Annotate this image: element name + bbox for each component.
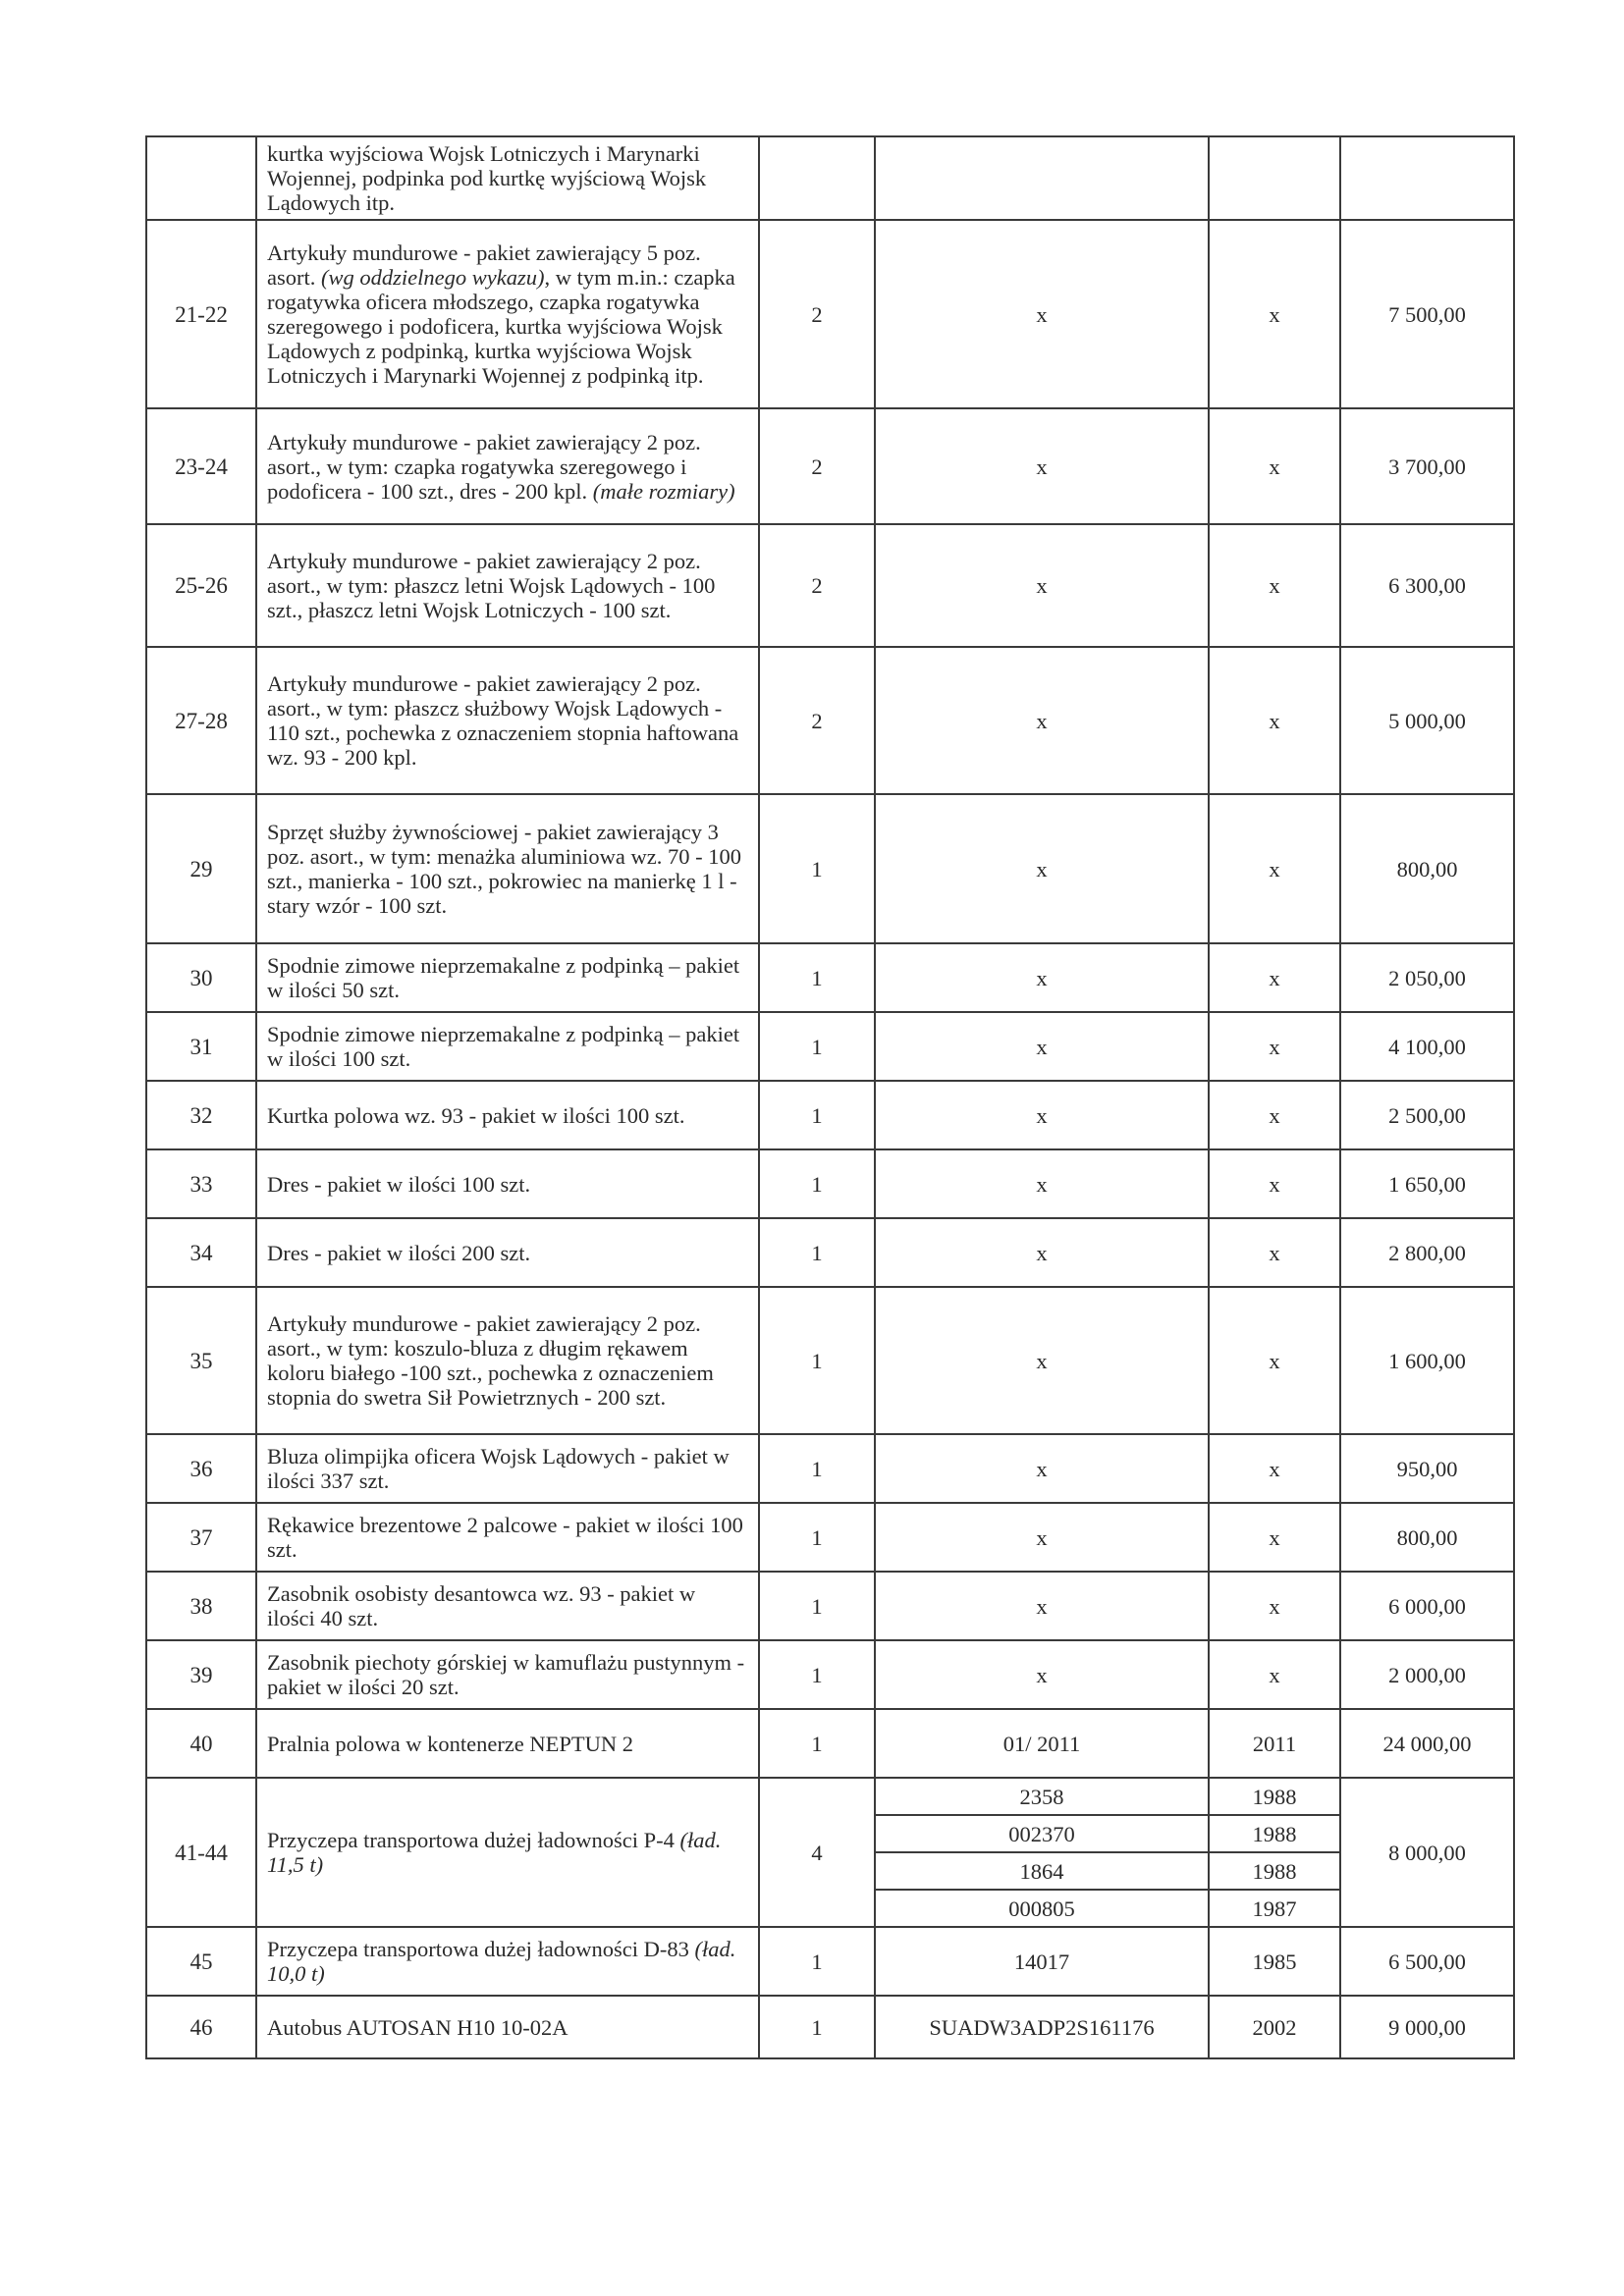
description-text: Spodnie zimowe nieprzemakalne z podpinką – pakiet w ilości 50 szt. — [267, 953, 740, 1002]
sub-serial-number: 1864 — [876, 1852, 1208, 1890]
description-text: Artykuły mundurowe - pakiet zawierający 5 poz. asort. — [267, 240, 701, 290]
cell-value: 800,00 — [1340, 1503, 1514, 1572]
inventory-table — [145, 135, 1515, 2059]
cell-serial-number: x — [875, 1287, 1209, 1434]
cell-description — [256, 1927, 759, 1996]
cell-production-year: x — [1209, 220, 1340, 408]
cell-description — [256, 1503, 759, 1572]
cell-quantity: 1 — [759, 794, 875, 943]
cell-serial-number: 01/ 2011 — [875, 1709, 1209, 1778]
cell-value: 2 500,00 — [1340, 1081, 1514, 1149]
cell-description — [256, 1287, 759, 1434]
cell-serial-number: 14017 — [875, 1927, 1209, 1996]
cell-quantity: 1 — [759, 1927, 875, 1996]
cell-item-number: 23-24 — [146, 408, 256, 524]
cell-description — [256, 408, 759, 524]
cell-value: 2 000,00 — [1340, 1640, 1514, 1709]
cell-quantity: 1 — [759, 1081, 875, 1149]
description-text: Artykuły mundurowe - pakiet zawierający 2 poz. asort., w tym: płaszcz służbowy Wojsk Lądowych - 110 szt., pochewka z oznaczeniem stopnia haftowana wz. 93 - 200 kpl. — [267, 671, 739, 770]
cell-description — [256, 794, 759, 943]
cell-serial-number: x — [875, 794, 1209, 943]
description-note: (wg oddzielnego wykazu) — [321, 265, 545, 290]
cell-value: 4 100,00 — [1340, 1012, 1514, 1081]
cell-value: 800,00 — [1340, 794, 1514, 943]
cell-production-year: x — [1209, 1640, 1340, 1709]
cell-description — [256, 136, 759, 220]
description-text: Spodnie zimowe nieprzemakalne z podpinką – pakiet w ilości 100 szt. — [267, 1022, 740, 1071]
table-row — [146, 1218, 1514, 1287]
cell-production-year: x — [1209, 647, 1340, 794]
cell-production-year: x — [1209, 524, 1340, 647]
cell-description — [256, 1081, 759, 1149]
cell-item-number: 35 — [146, 1287, 256, 1434]
description-text: Artykuły mundurowe - pakiet zawierający 2 poz. asort., w tym: koszulo-bluza z długim rękawem koloru białego -100 szt., pochewka z oznaczeniem stopnia do swetra Sił Powietrznych - 200 szt. — [267, 1311, 714, 1410]
cell-value — [1340, 136, 1514, 220]
description-text: Rękawice brezentowe 2 palcowe - pakiet w ilości 100 szt. — [267, 1513, 743, 1562]
cell-serial-number: SUADW3ADP2S161176 — [875, 1996, 1209, 2058]
cell-serial-number: x — [875, 408, 1209, 524]
cell-value: 3 700,00 — [1340, 408, 1514, 524]
cell-item-number: 30 — [146, 943, 256, 1012]
cell-production-year: x — [1209, 1572, 1340, 1640]
table-row — [146, 1927, 1514, 1996]
cell-item-number: 25-26 — [146, 524, 256, 647]
description-text: Pralnia polowa w kontenerze NEPTUN 2 — [267, 1731, 634, 1756]
sub-serial-number: 002370 — [876, 1815, 1208, 1852]
cell-quantity: 1 — [759, 1149, 875, 1218]
cell-description — [256, 1012, 759, 1081]
cell-serial-number: x — [875, 943, 1209, 1012]
cell-production-year: 2011 — [1209, 1709, 1340, 1778]
cell-value: 1 600,00 — [1340, 1287, 1514, 1434]
cell-production-year: x — [1209, 1503, 1340, 1572]
description-text: kurtka wyjściowa Wojsk Lotniczych i Marynarki Wojennej, podpinka pod kurtkę wyjściową Wojsk Lądowych itp. — [267, 141, 707, 215]
cell-quantity: 1 — [759, 1434, 875, 1503]
cell-item-number: 45 — [146, 1927, 256, 1996]
sub-production-year: 1988 — [1210, 1852, 1339, 1890]
cell-quantity: 2 — [759, 408, 875, 524]
cell-quantity: 1 — [759, 1996, 875, 2058]
description-text: Artykuły mundurowe - pakiet zawierający 2 poz. asort., w tym: czapka rogatywka szeregowego i podoficera - 100 szt., dres - 200 kpl. — [267, 429, 701, 504]
cell-production-year: x — [1209, 1218, 1340, 1287]
description-text: Autobus AUTOSAN H10 10-02A — [267, 2014, 568, 2040]
cell-quantity: 2 — [759, 220, 875, 408]
cell-production-year: 2002 — [1209, 1996, 1340, 2058]
table-row — [146, 794, 1514, 943]
sub-serial-number: 000805 — [1008, 1896, 1075, 1921]
table-row — [146, 1572, 1514, 1640]
cell-item-number — [146, 136, 256, 220]
cell-item-number: 27-28 — [146, 647, 256, 794]
cell-quantity: 1 — [759, 1503, 875, 1572]
table-row — [146, 220, 1514, 408]
cell-item-number: 33 — [146, 1149, 256, 1218]
description-text: Artykuły mundurowe - pakiet zawierający 2 poz. asort., w tym: płaszcz letni Wojsk Lądowych - 100 szt., płaszcz letni Wojsk Lotniczych - 100 szt. — [267, 549, 716, 622]
sub-serial-number: 2358 — [876, 1779, 1208, 1815]
cell-value: 2 800,00 — [1340, 1218, 1514, 1287]
cell-serial-number: x — [875, 1572, 1209, 1640]
description-text: Sprzęt służby żywnościowej - pakiet zawierający 3 poz. asort., w tym: menażka aluminiowa wz. 70 - 100 szt., manierka - 100 szt., pokrowiec na manierkę 1 l - stary wzór - 100 szt. — [267, 820, 742, 918]
table-row — [146, 1149, 1514, 1218]
cell-production-year: x — [1209, 1149, 1340, 1218]
cell-item-number: 41-44 — [146, 1778, 256, 1927]
cell-production-year: x — [1209, 1287, 1340, 1434]
description-text: Zasobnik piechoty górskiej w kamuflażu pustynnym - pakiet w ilości 20 szt. — [267, 1650, 745, 1699]
cell-production-year: x — [1209, 408, 1340, 524]
table-row — [146, 1996, 1514, 2058]
inventory-table-body — [146, 136, 1514, 2058]
table-row — [146, 1434, 1514, 1503]
cell-item-number: 32 — [146, 1081, 256, 1149]
cell-item-number: 40 — [146, 1709, 256, 1778]
cell-description — [256, 1434, 759, 1503]
cell-production-year — [1209, 136, 1340, 220]
description-text: Dres - pakiet w ilości 200 szt. — [267, 1240, 531, 1265]
description-note: (ład. 10,0 t) — [267, 1937, 736, 1986]
cell-serial-number: x — [875, 1081, 1209, 1149]
cell-value: 950,00 — [1340, 1434, 1514, 1503]
cell-value: 1 650,00 — [1340, 1149, 1514, 1218]
table-row — [146, 943, 1514, 1012]
cell-serial-number: x — [875, 220, 1209, 408]
cell-production-year: x — [1209, 943, 1340, 1012]
cell-serial-number: x — [875, 1503, 1209, 1572]
cell-value: 2 050,00 — [1340, 943, 1514, 1012]
cell-description — [256, 1572, 759, 1640]
cell-description — [256, 1218, 759, 1287]
table-row — [146, 1640, 1514, 1709]
cell-description — [256, 647, 759, 794]
description-note: (ład. 11,5 t) — [267, 1828, 722, 1877]
cell-item-number: 37 — [146, 1503, 256, 1572]
cell-serial-numbers — [875, 1778, 1209, 1927]
table-row — [146, 524, 1514, 647]
description-text: Przyczepa transportowa dużej ładowności P-4 — [267, 1828, 680, 1852]
table-row — [146, 1012, 1514, 1081]
cell-description — [256, 1709, 759, 1778]
cell-value: 6 000,00 — [1340, 1572, 1514, 1640]
cell-production-year: x — [1209, 1081, 1340, 1149]
cell-item-number: 34 — [146, 1218, 256, 1287]
cell-item-number: 36 — [146, 1434, 256, 1503]
cell-serial-number: x — [875, 1434, 1209, 1503]
table-row — [146, 408, 1514, 524]
cell-description — [256, 943, 759, 1012]
cell-quantity — [759, 136, 875, 220]
cell-value: 6 500,00 — [1340, 1927, 1514, 1996]
cell-value: 7 500,00 — [1340, 220, 1514, 408]
cell-value: 5 000,00 — [1340, 647, 1514, 794]
cell-quantity: 1 — [759, 1640, 875, 1709]
cell-item-number: 46 — [146, 1996, 256, 2058]
sub-production-year: 1988 — [1210, 1815, 1339, 1852]
description-text: Dres - pakiet w ilości 100 szt. — [267, 1171, 531, 1197]
table-row — [146, 1503, 1514, 1572]
cell-description — [256, 1640, 759, 1709]
cell-serial-number: x — [875, 524, 1209, 647]
cell-quantity: 1 — [759, 1572, 875, 1640]
cell-quantity: 1 — [759, 1012, 875, 1081]
cell-quantity: 2 — [759, 524, 875, 647]
table-row — [146, 1081, 1514, 1149]
table-row — [146, 1778, 1514, 1927]
cell-item-number: 39 — [146, 1640, 256, 1709]
cell-description — [256, 524, 759, 647]
table-row — [146, 136, 1514, 220]
table-row — [146, 1709, 1514, 1778]
table-row — [146, 647, 1514, 794]
description-text: Bluza olimpijka oficera Wojsk Lądowych - pakiet w ilości 337 szt. — [267, 1444, 730, 1493]
cell-value: 8 000,00 — [1340, 1778, 1514, 1927]
cell-quantity: 1 — [759, 943, 875, 1012]
sub-production-year: 1987 — [1252, 1896, 1297, 1921]
description-text: Kurtka polowa wz. 93 - pakiet w ilości 100 szt. — [267, 1102, 685, 1128]
cell-production-year: x — [1209, 1012, 1340, 1081]
cell-production-years — [1209, 1778, 1340, 1927]
cell-serial-number: x — [875, 1012, 1209, 1081]
cell-description — [256, 1996, 759, 2058]
description-note: (małe rozmiary) — [592, 478, 735, 504]
cell-serial-number: x — [875, 1218, 1209, 1287]
cell-serial-number: x — [875, 1149, 1209, 1218]
cell-serial-number — [875, 136, 1209, 220]
cell-item-number: 29 — [146, 794, 256, 943]
cell-quantity: 1 — [759, 1287, 875, 1434]
cell-quantity: 4 — [759, 1778, 875, 1927]
cell-production-year: x — [1209, 1434, 1340, 1503]
cell-description — [256, 220, 759, 408]
cell-value: 9 000,00 — [1340, 1996, 1514, 2058]
cell-item-number: 31 — [146, 1012, 256, 1081]
cell-description — [256, 1149, 759, 1218]
cell-item-number: 38 — [146, 1572, 256, 1640]
table-row — [146, 1287, 1514, 1434]
description-text-tail: , w tym m.in.: czapka rogatywka oficera młodszego, czapka rogatywka szeregowego i podoficera, kurtka wyjściowa Wojsk Lądowych z podpinką, kurtka wyjściowa Wojsk Lotniczych i Marynarki Wojennej z podpinką itp. — [267, 265, 735, 388]
cell-description — [256, 1778, 759, 1927]
cell-item-number: 21-22 — [146, 220, 256, 408]
cell-serial-number: x — [875, 647, 1209, 794]
cell-serial-number: x — [875, 1640, 1209, 1709]
cell-quantity: 1 — [759, 1709, 875, 1778]
description-text: Zasobnik osobisty desantowca wz. 93 - pakiet w ilości 40 szt. — [267, 1581, 696, 1630]
cell-quantity: 2 — [759, 647, 875, 794]
cell-value: 6 300,00 — [1340, 524, 1514, 647]
cell-quantity: 1 — [759, 1218, 875, 1287]
cell-production-year: x — [1209, 794, 1340, 943]
cell-value: 24 000,00 — [1340, 1709, 1514, 1778]
cell-production-year: 1985 — [1209, 1927, 1340, 1996]
description-text: Przyczepa transportowa dużej ładowności D-83 — [267, 1937, 695, 1961]
sub-production-year: 1988 — [1210, 1779, 1339, 1815]
